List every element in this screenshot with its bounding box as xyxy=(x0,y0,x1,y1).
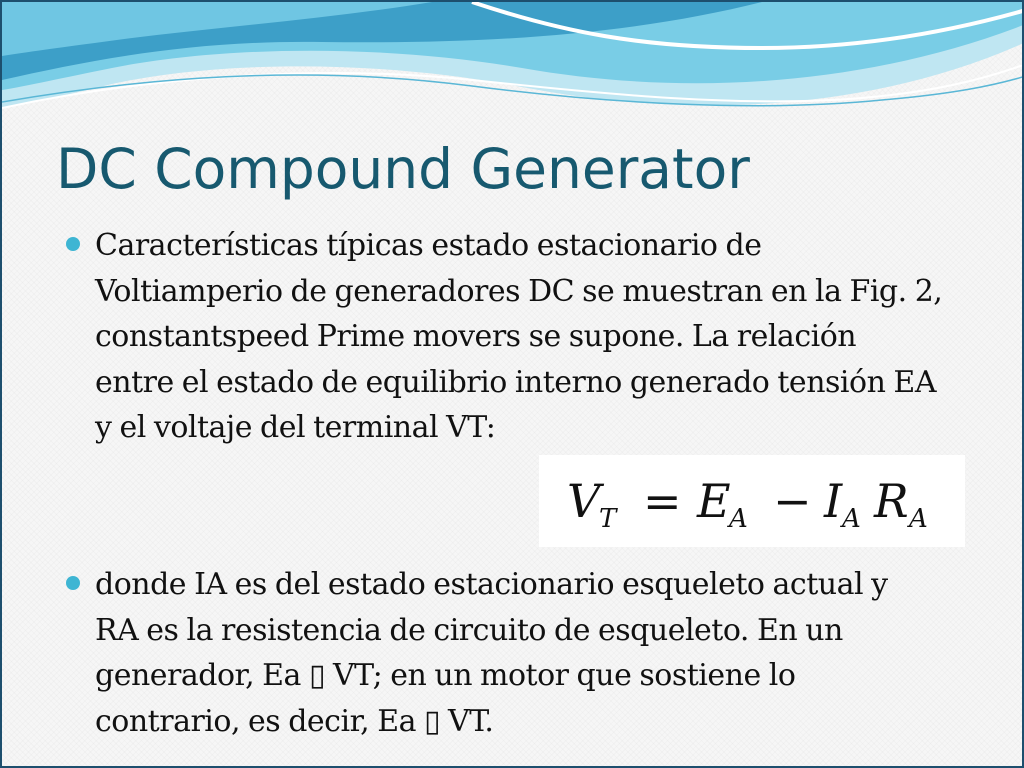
bullet-line: RA es la resistencia de circuito de esqueleto. En un xyxy=(95,612,843,648)
equation-r: R xyxy=(874,474,909,528)
header-wave-decoration xyxy=(2,2,1024,122)
bullet-line: donde IA es del estado estacionario esqueleto actual y xyxy=(95,567,888,602)
slide-title: DC Compound Generator xyxy=(56,137,750,201)
bullet-line: entre el estado de equilibrio interno generado tensión EA xyxy=(95,364,936,400)
equation-i-sub: A xyxy=(842,504,861,534)
bullet-text xyxy=(95,562,1006,744)
equation-v-sub: T xyxy=(599,504,617,534)
equation-i: I xyxy=(824,474,843,528)
bullet-item xyxy=(66,562,1006,744)
bullet-line: Características típicas estado estacionario de xyxy=(95,228,762,263)
bullet-line: y el voltaje del terminal VT: xyxy=(95,410,496,445)
equation-formula xyxy=(539,455,965,547)
bullet-line: generador, Ea ▯ VT; en un motor que sostiene lo xyxy=(95,658,796,693)
bullet-line: contrario, es decir, Ea ▯ VT. xyxy=(95,703,494,739)
equation-v: V xyxy=(567,474,601,528)
bullet-dot-icon xyxy=(66,237,80,251)
equation-r-sub: A xyxy=(909,504,928,534)
equation-e-sub: A xyxy=(729,504,748,534)
bullet-line: Voltiamperio de generadores DC se muestran en la Fig. 2, xyxy=(95,273,943,309)
equation-e: E xyxy=(697,474,731,528)
bullet-text xyxy=(95,223,1006,451)
bullet-line: constantspeed Prime movers se supone. La relación xyxy=(95,319,857,354)
bullet-item xyxy=(66,223,1006,451)
equation-equals: = xyxy=(643,474,682,528)
equation-minus: − xyxy=(773,474,812,528)
bullet-dot-icon xyxy=(66,576,80,590)
equation-image xyxy=(539,455,965,547)
